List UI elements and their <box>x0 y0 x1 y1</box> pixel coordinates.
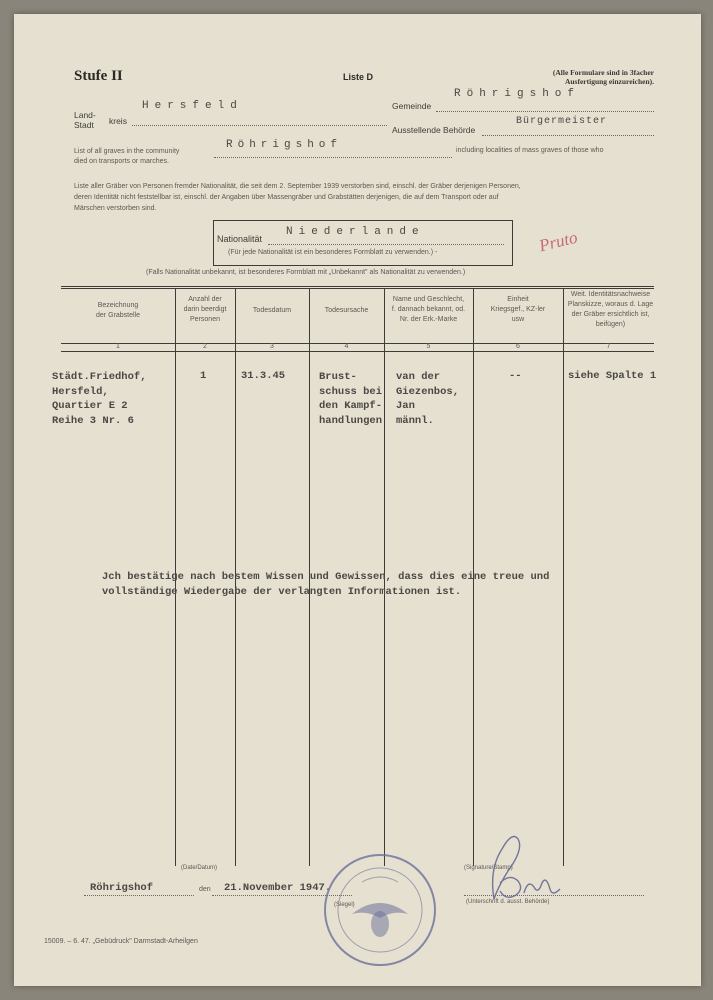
municipality-label: Gemeinde <box>392 101 432 111</box>
header-col-1-line2: der Grabstelle <box>96 312 140 319</box>
certification-line1: Jch bestätige nach bestem Wissen und Gewissen, dass dies eine treue und <box>102 571 550 583</box>
certification-text <box>102 570 549 599</box>
header-col-4-line1: Todesursache <box>324 307 369 314</box>
form-stage: Stufe II <box>74 68 123 84</box>
cell-cause-line4: handlungen <box>319 414 383 427</box>
header-col-7 <box>563 290 658 330</box>
header-col-5-line3: Nr. der Erk.-Marke <box>399 316 458 323</box>
col-number-4: 4 <box>344 343 349 350</box>
red-handwritten-note: Pruto <box>537 227 580 256</box>
header-col-7-line3: der Gräber ersichtlich ist, <box>571 311 650 318</box>
place-line <box>84 894 194 896</box>
cell-name-line2: Giezenbos, <box>396 385 460 398</box>
authority-line <box>482 134 654 136</box>
nationality-note: (Für jede Nationalität ist ein besonderes Formblatt zu verwenden.) - <box>228 249 438 256</box>
form-list: Liste D <box>343 72 374 82</box>
nationality-label: Nationalität <box>217 234 263 244</box>
intro-en-suffix: including localities of mass graves of those who <box>456 147 604 154</box>
col-number-5: 5 <box>426 343 431 350</box>
authority-label: Ausstellende Behörde <box>392 125 476 135</box>
district-label-bottom: Stadt <box>74 120 94 130</box>
col-number-3: 3 <box>270 343 274 350</box>
cell-name <box>396 370 459 428</box>
district-label <box>74 110 96 130</box>
cell-cause-line1: Brust- <box>319 371 357 383</box>
header-col-7-line4: beifügen) <box>595 321 626 328</box>
cell-unit: -- <box>509 370 522 382</box>
community-line <box>214 156 452 158</box>
header-col-2-line3: Personen <box>190 316 220 323</box>
intro-de-paragraph <box>74 181 654 214</box>
municipality-value: Röhrigshof <box>454 88 581 100</box>
intro-en-line1: List of all graves in the community <box>74 148 180 155</box>
header-col-3-line1: Todesdatum <box>252 307 292 314</box>
municipality-line <box>436 110 654 112</box>
header-col-4 <box>309 306 384 316</box>
header-col-3 <box>235 306 309 316</box>
header-col-6 <box>473 295 563 325</box>
cell-death-date: 31.3.45 <box>241 370 286 382</box>
cell-cause-of-death <box>319 370 382 428</box>
certification-line2: vollständige Wiedergabe der verlangten Informationen ist. <box>102 585 462 598</box>
district-label-suffix: kreis <box>109 116 127 126</box>
cell-name-line1: van der <box>396 371 441 383</box>
copies-note <box>514 68 654 86</box>
intro-de-line1: Liste aller Gräber von Personen fremder Nationalität, die seit dem 2. September 1939 verstorben sind, einschl. der Gräber derjenigen Personen, <box>74 183 521 190</box>
header-col-2-line1: Anzahl der <box>188 296 222 303</box>
col-number-7: 7 <box>606 343 611 350</box>
signature-caption: (Signature/Stamp) <box>464 865 513 871</box>
place-value: Röhrigshof <box>90 882 154 894</box>
nationality-value: Niederlande <box>286 226 425 238</box>
seal-caption: (Siegel) <box>334 902 355 908</box>
header-col-6-line3: usw <box>511 316 525 323</box>
district-line <box>132 124 387 126</box>
date-value: 21.November 1947. <box>224 882 332 894</box>
district-label-top: Land- <box>74 110 96 120</box>
copies-note-line1: (Alle Formulare sind in 3facher <box>552 68 654 77</box>
header-col-1 <box>61 301 175 321</box>
district-value: Hersfeld <box>142 100 243 112</box>
header-col-5-line2: f. dannach bekannt, od. <box>391 306 466 313</box>
community-value: Röhrigshof <box>226 139 343 151</box>
table-top-line <box>61 286 654 287</box>
header-col-2-line2: darin beerdigt <box>183 306 227 313</box>
cell-identification: siehe Spalte 1 <box>568 370 657 382</box>
copies-note-line2: Ausfertigung einzureichen). <box>564 77 654 86</box>
cell-grave-location <box>52 370 147 428</box>
cell-cause-line3: den Kampf- <box>319 400 383 412</box>
header-col-6-line2: Kriegsgef., KZ-ler <box>490 306 546 313</box>
header-col-1-line1: Bezeichnung <box>97 302 139 309</box>
nationality-line <box>268 243 504 245</box>
date-preposition: den <box>199 886 211 893</box>
header-col-7-line2: Planskizze, woraus d. Lage <box>567 301 654 308</box>
col-number-2: 2 <box>203 343 207 350</box>
cell-name-line3: Jan <box>396 400 415 412</box>
date-caption: (Date/Datum) <box>181 865 218 871</box>
intro-de-line2: deren Identität nicht feststellbar ist, einschl. der Angaben über Massengräber und Grabstätten derjenigen, die auf dem Transport oder auf <box>74 194 499 201</box>
official-stamp <box>322 852 438 968</box>
col-number-1: 1 <box>116 343 120 350</box>
document-page <box>14 14 701 986</box>
header-col-6-line1: Einheit <box>507 296 529 303</box>
cell-grave-location-line2: Hersfeld, <box>52 385 109 398</box>
cell-cause-line2: schuss bei <box>319 385 383 398</box>
signatory-caption: (Unterschrift d. ausst. Behörde) <box>466 899 550 905</box>
intro-de-line3: Märschen verstorben sind. <box>74 205 157 212</box>
graves-list-en <box>74 147 179 167</box>
intro-en-line2: died on transports or marches. <box>74 158 169 165</box>
table-top-line-2 <box>61 288 654 289</box>
cell-grave-location-line3: Quartier E 2 <box>52 400 128 412</box>
printer-imprint: 15009. – 6. 47. „Gebüdruck" Darmstadt-Arheilgen <box>44 938 198 945</box>
authority-value: Bürgermeister <box>516 116 608 127</box>
header-col-2 <box>175 295 235 325</box>
column-divider-6 <box>563 288 564 866</box>
cell-grave-location-line4: Reihe 3 Nr. 6 <box>52 414 134 427</box>
header-col-5 <box>384 295 473 325</box>
handwritten-signature <box>464 809 574 909</box>
cell-count: 1 <box>200 370 207 382</box>
unknown-nationality-note: (Falls Nationalität unbekannt, ist besonderes Formblatt mit „Unbekannt" als Nationalität zu verwenden.) <box>146 269 466 276</box>
cell-name-line4: männl. <box>396 414 434 427</box>
cell-grave-location-line1: Städt.Friedhof, <box>52 371 147 383</box>
header-col-5-line1: Name und Geschlecht, <box>392 296 465 303</box>
header-col-7-line1: Weit. Identitätsnachweise <box>570 291 651 298</box>
col-number-6: 6 <box>516 343 520 350</box>
